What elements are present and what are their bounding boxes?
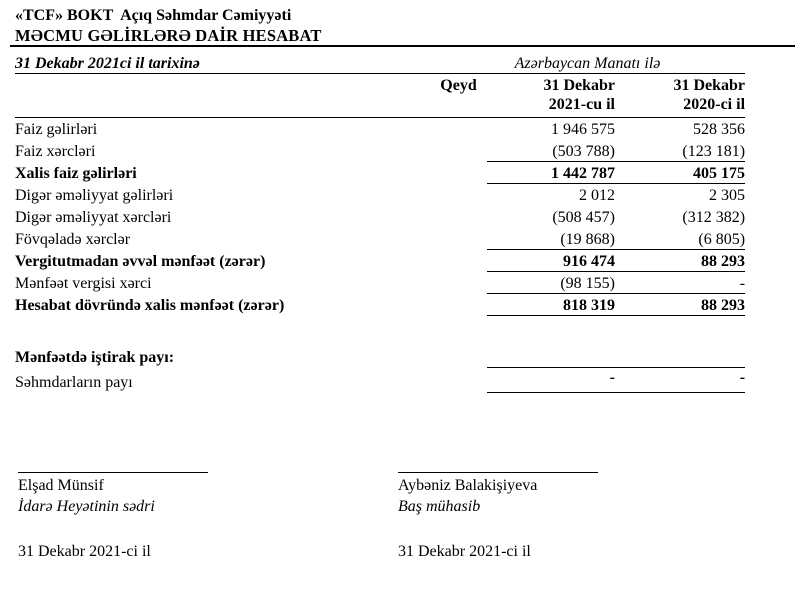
row-value-2021: (503 788) — [487, 139, 615, 161]
row-note — [430, 271, 487, 293]
row-note — [430, 161, 487, 183]
row-label: Faiz gəlirləri — [15, 121, 98, 138]
company-name: «TCF» BOKT Açıq Səhmdar Cəmiyyəti — [15, 7, 292, 24]
row-value-2020: 528 356 — [693, 121, 746, 138]
table-row-interest-expense — [15, 139, 745, 161]
row-value-2020: 2 305 — [709, 187, 746, 204]
row-value-2021: 818 319 — [487, 293, 615, 315]
signature-date: 31 Dekabr 2021-ci il — [398, 543, 531, 560]
row-value-2021: (98 155) — [487, 271, 615, 293]
row-label: Digər əməliyyat gəlirləri — [15, 187, 174, 204]
table-row-income-tax-expense — [15, 271, 745, 293]
currency-note-label: Azərbaycan Manatı ilə — [430, 47, 745, 73]
signatory-title: Baş mühasib — [398, 498, 481, 515]
empty-cell — [15, 73, 430, 95]
signature-line — [18, 472, 208, 473]
column-header-2021-line2: 2021-cu il — [487, 95, 615, 117]
signature-line — [398, 472, 598, 473]
row-value-2020: - — [615, 367, 745, 392]
row-value-2020: 88 293 — [615, 293, 745, 315]
signatory-name: Aybəniz Balakişiyeva — [398, 477, 538, 494]
row-value-2020: (6 805) — [615, 227, 745, 249]
as-of-date-label: 31 Dekabr 2021ci il tarixinə — [15, 47, 430, 73]
document-header — [0, 0, 800, 45]
row-note — [430, 139, 487, 161]
row-value-2020: 405 175 — [615, 161, 745, 183]
column-header-row-1 — [15, 73, 745, 95]
row-value-2021: 1 946 575 — [551, 121, 615, 138]
row-value-2020: (312 382) — [682, 209, 746, 226]
subheader-row — [15, 47, 745, 73]
empty-cell — [430, 367, 487, 392]
column-header-2020-line1: 31 Dekabr — [673, 77, 746, 94]
row-value-2021: 1 442 787 — [487, 161, 615, 183]
income-statement-table — [15, 47, 745, 393]
participation-heading: Mənfəətdə iştirak payı: — [15, 349, 175, 366]
row-label: Mənfəət vergisi xərci — [15, 275, 152, 292]
row-label: Səhmdarların payı — [15, 374, 133, 391]
signature-block-chief-accountant — [398, 472, 678, 562]
empty-cell — [430, 95, 487, 117]
column-header-2021-line1: 31 Dekabr — [543, 77, 615, 94]
table-row-interest-income — [15, 117, 745, 139]
row-note — [430, 249, 487, 271]
table-row-extraordinary-expenses — [15, 227, 745, 249]
column-header-note: Qeyd — [440, 77, 477, 94]
row-note — [430, 227, 487, 249]
signatory-name: Elşad Münsif — [18, 477, 104, 494]
row-label: Vergitutmadan əvvəl mənfəət (zərər) — [15, 253, 266, 270]
signature-block-chairman — [18, 472, 298, 562]
row-value-2020: (123 181) — [615, 139, 745, 161]
row-note — [430, 183, 487, 205]
empty-cell — [430, 341, 487, 367]
table-row-net-interest-income — [15, 161, 745, 183]
table-row-other-operating-income — [15, 183, 745, 205]
row-label: Xalis faiz gəlirləri — [15, 165, 137, 182]
row-label: Fövqəladə xərclər — [15, 231, 131, 248]
column-header-2020-line2: 2020-ci il — [615, 95, 745, 117]
participation-heading-row — [15, 341, 745, 367]
row-note — [430, 205, 487, 227]
row-value-2020: - — [615, 271, 745, 293]
row-value-2021: 916 474 — [487, 249, 615, 271]
empty-cell — [615, 341, 745, 367]
row-label: Faiz xərcləri — [15, 143, 96, 160]
empty-cell — [487, 341, 615, 367]
row-value-2021: - — [487, 367, 615, 392]
row-value-2020: 88 293 — [615, 249, 745, 271]
table-row-other-operating-expense — [15, 205, 745, 227]
table-row-net-profit — [15, 293, 745, 315]
row-label: Hesabat dövründə xalis mənfəət (zərər) — [15, 297, 285, 314]
row-label: Digər əməliyyat xərcləri — [15, 209, 172, 226]
report-title: MƏCMU GƏLİRLƏRƏ DAİR HESABAT — [15, 26, 322, 45]
row-value-2021: (508 457) — [552, 209, 615, 226]
row-note — [430, 117, 487, 139]
empty-cell — [15, 95, 430, 117]
column-header-row-2 — [15, 95, 745, 117]
table-row-shareholders-share — [15, 367, 745, 392]
row-value-2021: 2 012 — [579, 187, 615, 204]
signatory-title: İdarə Heyətinin sədri — [18, 498, 155, 515]
row-note — [430, 293, 487, 315]
table-row-profit-before-tax — [15, 249, 745, 271]
spacer-row — [15, 315, 745, 341]
signature-date: 31 Dekabr 2021-ci il — [18, 543, 151, 560]
row-value-2021: (19 868) — [487, 227, 615, 249]
